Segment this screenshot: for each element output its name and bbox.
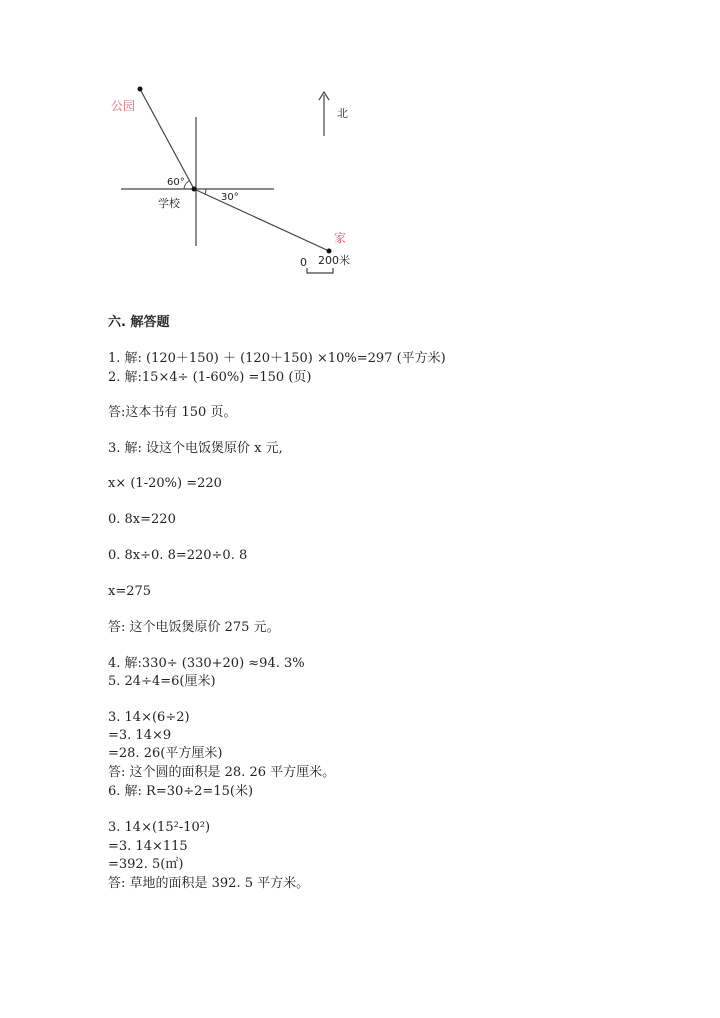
section-title: 六. 解答题: [108, 315, 170, 330]
scale-value-label: 200米: [318, 254, 350, 267]
angle-30-label: 30°: [221, 192, 239, 203]
scale-bar: [307, 268, 333, 273]
answer-line: 5. 24÷4=6(厘米): [108, 674, 216, 689]
answer-line: 答: 这个圆的面积是 28. 26 平方厘米。: [108, 765, 336, 780]
answer-line: 答: 这个电饭煲原价 275 元。: [108, 620, 280, 635]
answer-line: 3. 14×(6÷2): [108, 710, 190, 725]
park-route-line: [140, 89, 194, 189]
answer-line: 6. 解: R=30÷2=15(米): [108, 784, 254, 799]
angle-30-arc: [205, 189, 206, 194]
home-label: 家: [334, 231, 347, 245]
answer-line: =3. 14×9: [108, 728, 172, 743]
park-point: [138, 87, 143, 92]
answer-line: =3. 14×115: [108, 839, 188, 854]
answer-line: x× (1-20%) =220: [108, 476, 222, 491]
answer-line: =28. 26(平方厘米): [108, 746, 223, 761]
home-route-line: [194, 189, 329, 251]
answer-line: 1. 解: (120＋150) ＋ (120＋150) ×10%=297 (平方米): [108, 351, 446, 366]
angle-60-label: 60°: [167, 177, 185, 188]
home-point: [327, 249, 332, 254]
answer-line: =392. 5(㎡): [108, 857, 184, 872]
park-label: 公园: [111, 99, 136, 113]
answer-line: 0. 8x÷0. 8=220÷0. 8: [108, 548, 248, 563]
school-point: [192, 187, 197, 192]
answer-line: x=275: [108, 584, 152, 599]
answer-line: 答: 草地的面积是 392. 5 平方米。: [108, 876, 310, 891]
north-label: 北: [337, 107, 348, 120]
answer-line: 答:这本书有 150 页。: [108, 405, 237, 420]
answer-line: 3. 14×(15²-10²): [108, 820, 211, 835]
answer-line: 3. 解: 设这个电饭煲原价 x 元,: [108, 441, 283, 456]
answer-line: 4. 解:330÷ (330+20) ≈94. 3%: [108, 656, 305, 671]
answer-line: 2. 解:15×4÷ (1-60%) =150 (页): [108, 370, 312, 385]
scale-zero-label: 0: [300, 256, 307, 269]
school-label: 学校: [158, 197, 180, 210]
map-diagram: [0, 0, 720, 300]
answer-line: 0. 8x=220: [108, 512, 176, 527]
angle-60-arc: [184, 181, 189, 189]
